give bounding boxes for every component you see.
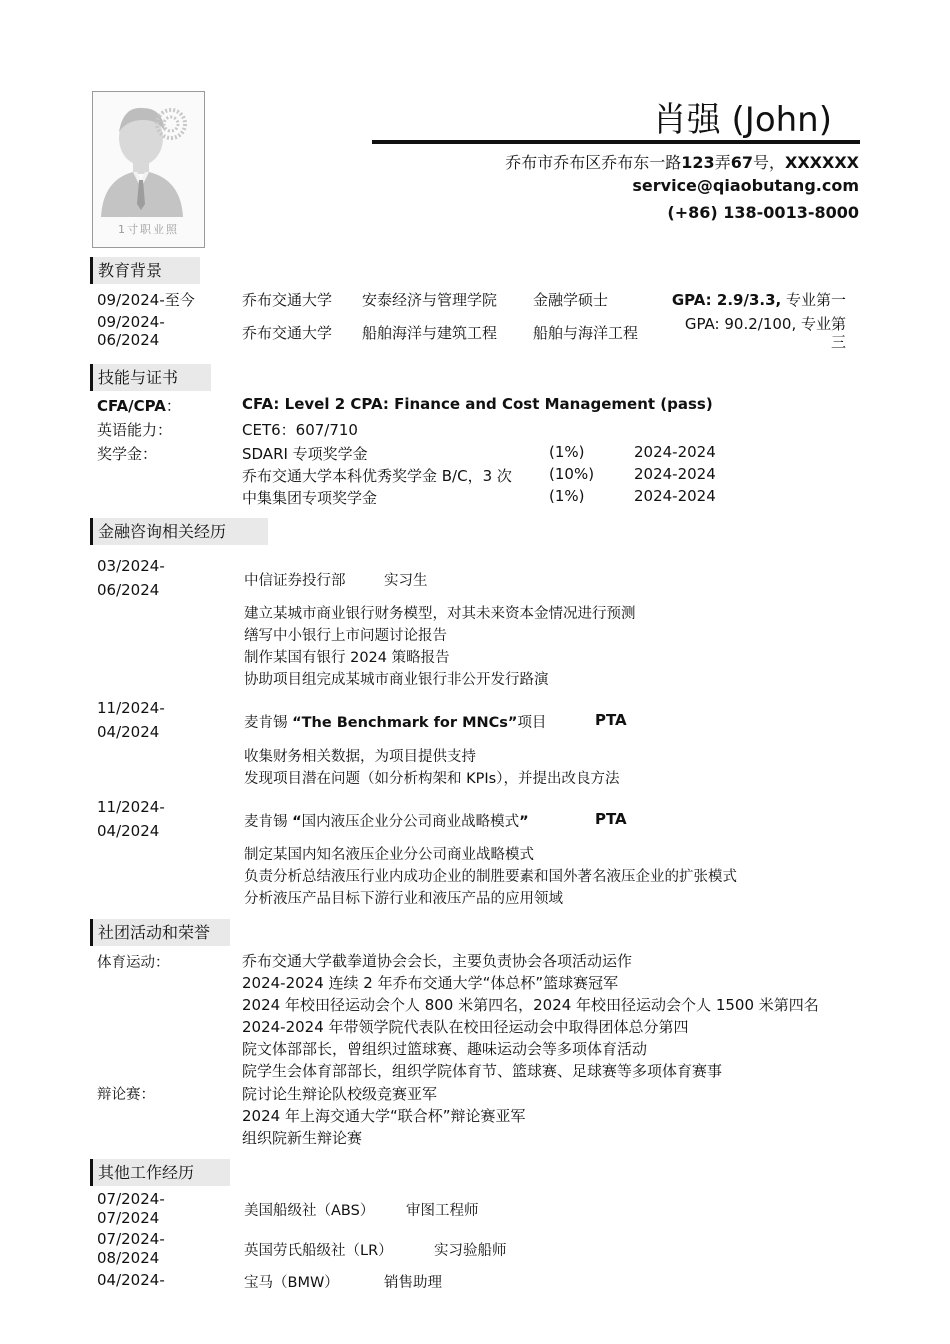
job-bullet: 负责分析总结液压行业内成功企业的制胜要素和国外著名液压企业的扩张模式: [244, 869, 737, 885]
edu-gpa: GPA: 2.9/3.3, 专业第一: [671, 291, 846, 309]
job-date-start: 11/2024-: [97, 798, 165, 816]
edu-college: 安泰经济与管理学院: [362, 291, 498, 309]
job-date-end: 08/2024: [97, 1249, 160, 1267]
edu-degree: 船舶与海洋工程: [533, 324, 639, 342]
activity-item: 2024-2024 年带领学院代表队在校田径运动会中取得团体总分第四: [242, 1018, 689, 1036]
scholarship-label: 奖学金：: [97, 445, 158, 463]
activity-item: 院文体部部长，曾组织过篮球赛、趣味运动会等多项体育活动: [242, 1040, 648, 1058]
scholarship-name: SDARI 专项奖学金: [242, 445, 368, 463]
job-bullet: 分析液压产品目标下游行业和液压产品的应用领域: [244, 891, 563, 907]
job-date-end: 04/2024: [97, 822, 160, 840]
activity-item: 乔布交通大学截拳道协会会长，主要负责协会各项活动运作: [242, 952, 633, 970]
job-date-end: 06/2024: [97, 581, 160, 599]
activity-item: 2024 年上海交通大学“联合杯”辩论赛亚军: [242, 1107, 526, 1125]
activity-item: 院讨论生辩论队校级竞赛亚军: [242, 1085, 438, 1103]
job-role: 销售助理: [384, 1275, 442, 1291]
photo-caption: 1寸职业照: [118, 223, 179, 236]
job-role: PTA: [595, 810, 627, 828]
scholarship-years: 2024-2024: [634, 487, 716, 505]
job-date-end: 07/2024: [97, 1209, 160, 1227]
email: service@qiaobutang.com: [632, 176, 859, 195]
job-org: 麦肯锡 “The Benchmark for MNCs”项目: [244, 715, 547, 731]
edu-date-end: 06/2024: [97, 331, 160, 349]
edu-college: 船舶海洋与建筑工程: [362, 324, 498, 342]
job-bullet: 建立某城市商业银行财务模型，对其未来资本金情况进行预测: [244, 606, 636, 622]
section-education: 教育背景: [90, 257, 200, 284]
activity-item: 2024-2024 连续 2 年乔布交通大学“体总杯”篮球赛冠军: [242, 974, 619, 992]
job-bullet: 收集财务相关数据，为项目提供支持: [244, 749, 476, 765]
section-activities: 社团活动和荣誉: [90, 919, 230, 946]
profile-photo: [92, 91, 205, 248]
job-role: 审图工程师: [406, 1203, 479, 1219]
edu-school: 乔布交通大学: [242, 324, 333, 342]
edu-degree: 金融学硕士: [533, 291, 609, 309]
job-date-start: 11/2024-: [97, 699, 165, 717]
job-bullet: 协助项目组完成某城市商业银行非公开发行路演: [244, 672, 549, 688]
job-date-start: 07/2024-: [97, 1190, 165, 1208]
job-role: PTA: [595, 711, 627, 729]
edu-date-start: 09/2024-: [97, 313, 165, 331]
english-value: CET6：607/710: [242, 421, 358, 439]
job-bullet: 发现项目潜在问题（如分析构架和 KPIs），并提出改良方法: [244, 771, 620, 787]
job-date-start: 04/2024-: [97, 1271, 165, 1289]
phone: (+86) 138-0013-8000: [667, 203, 859, 222]
job-bullet: 缮写中小银行上市问题讨论报告: [244, 628, 447, 644]
job-date-start: 07/2024-: [97, 1230, 165, 1248]
activity-item: 院学生会体育部部长，组织学院体育节、篮球赛、足球赛等多项体育赛事: [242, 1062, 723, 1080]
section-other-work: 其他工作经历: [90, 1159, 230, 1186]
job-date-start: 03/2024-: [97, 557, 165, 575]
job-org: 英国劳氏船级社（LR）: [244, 1243, 393, 1259]
name-underline: [372, 140, 860, 144]
activity-item: 2024 年校田径运动会个人 800 米第四名，2024 年校田径运动会个人 1500 米第四名: [242, 996, 819, 1014]
scholarship-years: 2024-2024: [634, 465, 716, 483]
edu-date: 09/2024-至今: [97, 291, 195, 309]
candidate-name: 肖强 (John): [652, 100, 832, 140]
job-org: 麦肯锡 “国内液压企业分公司商业战略模式”: [244, 814, 529, 830]
job-date-end: 04/2024: [97, 723, 160, 741]
edu-gpa: GPA: 90.2/100, 专业第: [684, 315, 846, 333]
section-skills: 技能与证书: [90, 364, 211, 391]
scholarship-name: 中集集团专项奖学金: [242, 489, 378, 507]
scholarship-years: 2024-2024: [634, 443, 716, 461]
activity-item: 组织院新生辩论赛: [242, 1129, 363, 1147]
scholarship-pct: (1%): [549, 443, 585, 461]
edu-gpa-cont: 三: [830, 333, 846, 351]
scholarship-name: 乔布交通大学本科优秀奖学金 B/C，3 次: [242, 467, 512, 485]
english-label: 英语能力：: [97, 421, 173, 439]
job-bullet: 制定某国内知名液压企业分公司商业战略模式: [244, 847, 534, 863]
scholarship-pct: (10%): [549, 465, 595, 483]
scholarship-pct: (1%): [549, 487, 585, 505]
sports-label: 体育运动：: [97, 955, 170, 971]
cfa-value: CFA: Level 2 CPA: Finance and Cost Management (pass): [242, 395, 713, 413]
edu-school: 乔布交通大学: [242, 291, 333, 309]
section-finance-experience: 金融咨询相关经历: [90, 518, 268, 545]
job-org: 美国船级社（ABS）: [244, 1203, 375, 1219]
job-role: 实习生: [384, 573, 428, 589]
job-role: 实习验船师: [434, 1243, 507, 1259]
job-org: 宝马（BMW）: [244, 1275, 339, 1291]
debate-label: 辩论赛：: [97, 1087, 155, 1103]
address: 乔布市乔布区乔布东一路123弄67号，XXXXXX: [505, 153, 859, 172]
job-bullet: 制作某国有银行 2024 策略报告: [244, 650, 450, 666]
cfa-label: CFA/CPA：: [97, 397, 181, 415]
job-org: 中信证券投行部: [244, 573, 346, 589]
